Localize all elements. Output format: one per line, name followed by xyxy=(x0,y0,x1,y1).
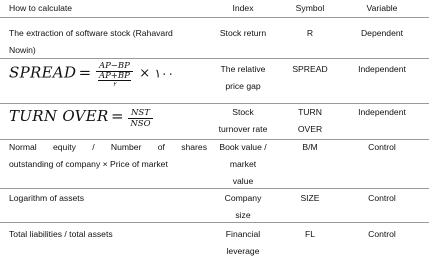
symbol-cell: SIZE xyxy=(300,193,320,203)
formula-lhs: TURN OVER xyxy=(9,107,109,125)
formula-equals: = xyxy=(111,107,124,125)
rule-header-bottom xyxy=(0,17,429,18)
formula-times: × xyxy=(139,66,151,82)
formula-fraction xyxy=(128,108,152,129)
index-line: Company xyxy=(224,193,262,203)
variable-cell: Control xyxy=(368,142,396,152)
formula-equals: = xyxy=(78,63,92,82)
header-how: How to calculate xyxy=(9,3,73,13)
header-symbol: Symbol xyxy=(295,3,325,13)
index-line: value xyxy=(232,176,254,186)
variable-cell: Independent xyxy=(358,64,406,74)
symbol-cell: SPREAD xyxy=(292,64,328,74)
how-cell: Logarithm of assets xyxy=(9,193,84,203)
how-cell xyxy=(9,25,207,59)
how-cell: Total liabilities / total assets xyxy=(9,229,113,239)
symbol-cell: R xyxy=(306,28,314,38)
inner-numerator: AP+BP xyxy=(98,71,130,81)
fraction-numerator: NST xyxy=(128,108,152,119)
formula-factor: ۱۰۰ xyxy=(154,66,174,81)
index-line: Financial xyxy=(225,229,261,239)
symbol-cell: FL xyxy=(304,229,316,239)
how-line: Normal equity / Number of shares xyxy=(9,142,207,152)
how-line: The extraction of software stock (Rahavard xyxy=(9,28,173,38)
index-cell: Stock return xyxy=(219,28,267,38)
variable-cell: Control xyxy=(368,229,396,239)
fraction-denominator xyxy=(96,72,133,89)
how-line: Nowin) xyxy=(9,45,36,55)
variable-cell: Control xyxy=(368,193,396,203)
index-cell xyxy=(205,139,281,190)
symbol-line: OVER xyxy=(297,124,323,134)
formula-lhs: SPREAD xyxy=(9,63,77,82)
symbol-line: TURN xyxy=(298,107,322,117)
index-line: The relative xyxy=(220,64,266,74)
how-line: outstanding of company × Price of market xyxy=(9,159,168,169)
inner-denominator: ۲ xyxy=(112,81,117,88)
index-line: Stock xyxy=(232,107,254,117)
index-cell xyxy=(205,190,281,224)
formula-fraction xyxy=(96,61,133,89)
index-cell xyxy=(205,61,281,95)
index-line: turnover rate xyxy=(218,124,268,134)
index-line: price gap xyxy=(225,81,261,91)
index-line: leverage xyxy=(226,246,260,256)
fraction-numerator: AP−BP xyxy=(96,61,133,72)
header-variable: Variable xyxy=(366,3,398,13)
fraction-denominator: NSO xyxy=(130,119,151,130)
index-cell xyxy=(205,104,281,138)
index-line: size xyxy=(235,210,251,220)
symbol-cell: B/M xyxy=(302,142,318,152)
how-cell xyxy=(9,139,207,173)
variable-cell: Dependent xyxy=(360,28,404,38)
symbol-cell xyxy=(283,104,337,138)
turnover-formula xyxy=(9,107,207,129)
header-index: Index xyxy=(232,3,254,13)
spread-formula xyxy=(9,61,207,89)
index-line: market xyxy=(229,159,257,169)
index-line: Book value / xyxy=(219,142,267,152)
variable-cell: Independent xyxy=(358,107,406,117)
index-cell xyxy=(205,226,281,260)
